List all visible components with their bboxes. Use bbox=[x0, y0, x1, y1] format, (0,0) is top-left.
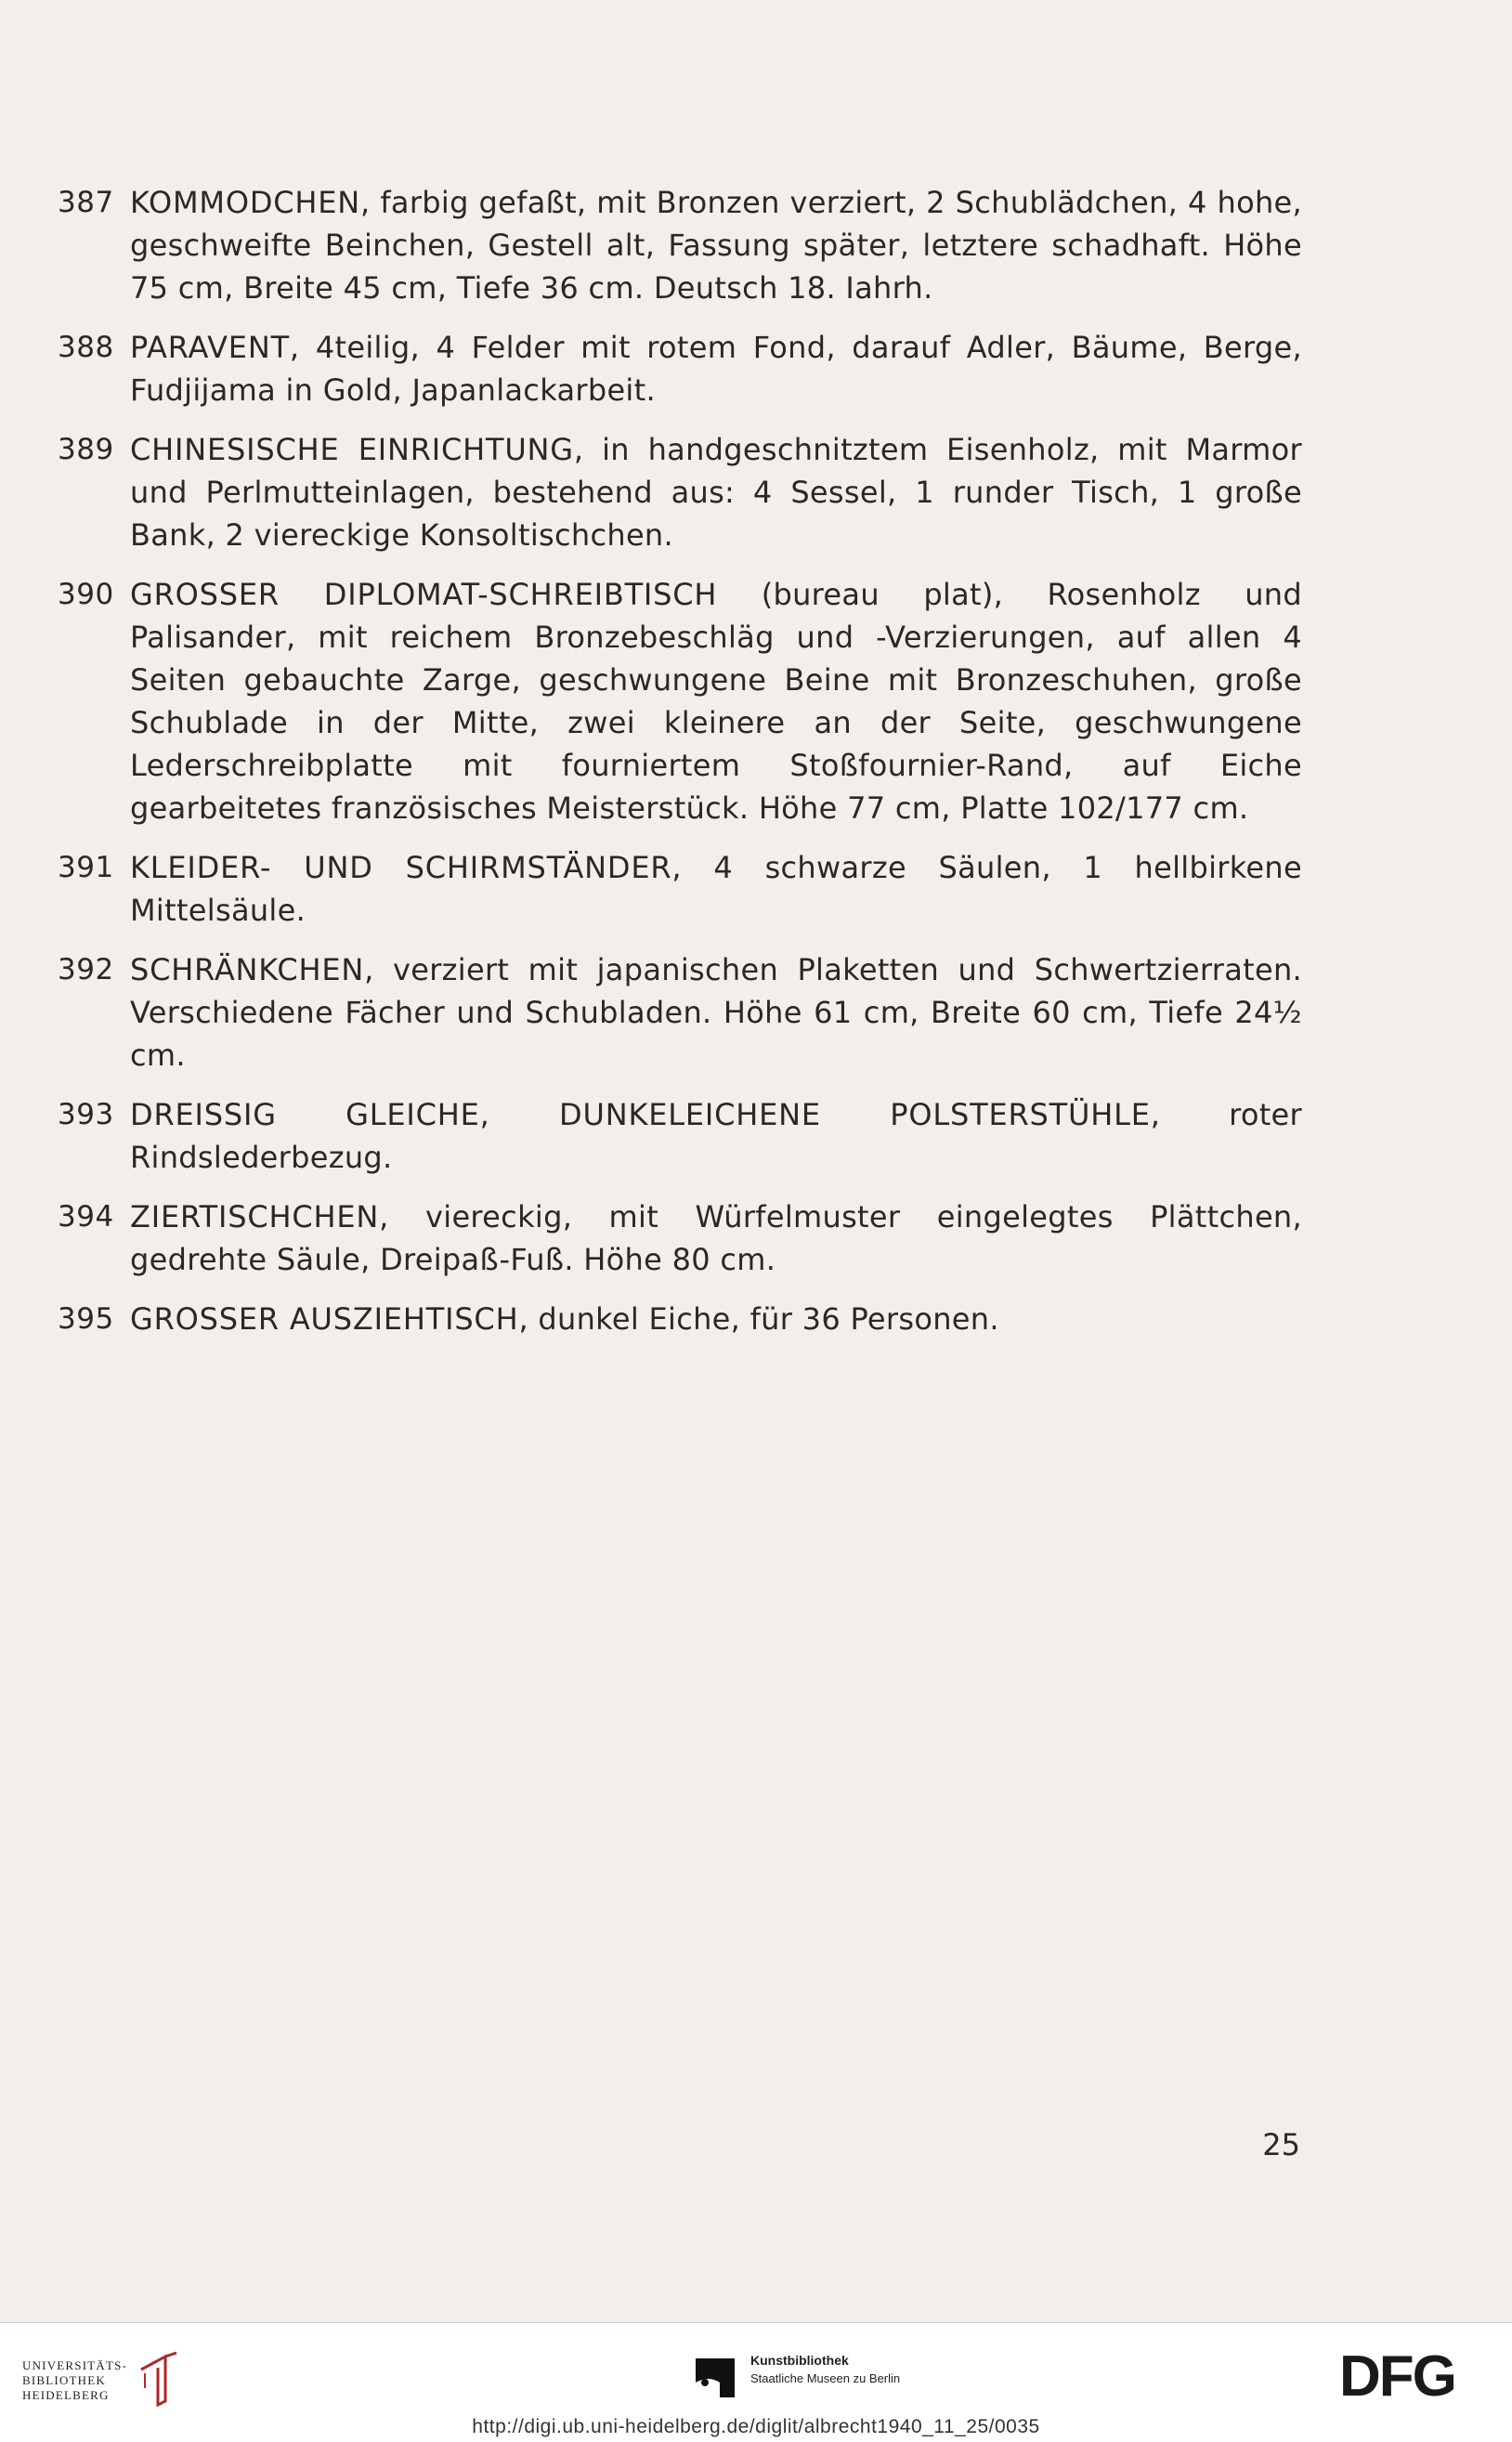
entry-number: 393 bbox=[58, 1098, 114, 1131]
entry-text bbox=[130, 326, 1302, 411]
entry-description: , verziert mit japanischen Plaketten und Schwertzierraten. Verschiedene Fächer und Schubladen. Höhe 61 cm, Breite 60 cm, Tiefe 24½ cm. bbox=[130, 952, 1302, 1073]
entry-number: 391 bbox=[58, 851, 114, 884]
entry-number: 389 bbox=[58, 433, 114, 466]
museum-name: Kunstbibliothek bbox=[750, 2353, 849, 2368]
entry-title: GROSSER DIPLOMAT-SCHREIBTISCH bbox=[130, 577, 718, 612]
kunstbibliothek-logo-icon[interactable] bbox=[692, 2355, 738, 2401]
entry-description: , viereckig, mit Würfelmuster eingelegtes Plättchen, gedrehte Säule, Dreipaß-Fuß. Höhe 80 cm. bbox=[130, 1199, 1302, 1277]
entry-title: ZIERTISCHCHEN bbox=[130, 1199, 380, 1234]
entry-number: 388 bbox=[58, 331, 114, 364]
heidelberg-logo-icon[interactable] bbox=[137, 2351, 180, 2407]
digitization-footer bbox=[0, 2322, 1512, 2442]
uni-line-3: HEIDELBERG bbox=[22, 2388, 110, 2402]
page-number: 25 bbox=[1262, 2127, 1300, 2162]
entry-text bbox=[130, 1195, 1302, 1281]
entry-number: 392 bbox=[58, 953, 114, 986]
catalog-entry bbox=[58, 846, 1302, 932]
entry-title: GROSSER AUSZIEHTISCH bbox=[130, 1301, 519, 1337]
entry-title: KLEIDER- UND SCHIRMSTÄNDER bbox=[130, 850, 672, 885]
uni-line-1: UNIVERSITÄTS- bbox=[22, 2358, 128, 2372]
entry-description: , 4 schwarze Säulen, 1 hellbirkene Mittelsäule. bbox=[130, 850, 1302, 928]
entry-text bbox=[130, 428, 1302, 556]
entry-description: , dunkel Eiche, für 36 Personen. bbox=[518, 1301, 999, 1337]
permalink-url[interactable]: http://digi.ub.uni-heidelberg.de/diglit/albrecht1940_11_25/0035 bbox=[472, 2416, 1040, 2437]
entry-title: PARAVENT bbox=[130, 330, 290, 365]
entry-title: CHINESISCHE EINRICHTUNG bbox=[130, 432, 574, 467]
uni-line-2: BIBLIOTHEK bbox=[22, 2373, 106, 2387]
entry-number: 387 bbox=[58, 186, 114, 219]
catalog-entry bbox=[58, 428, 1302, 556]
catalog-entry bbox=[58, 1298, 1302, 1340]
entry-number: 395 bbox=[58, 1302, 114, 1336]
entry-title: DREISSIG GLEICHE, DUNKELEICHENE POLSTERSTÜHLE bbox=[130, 1097, 1151, 1132]
entry-description: , farbig gefaßt, mit Bronzen verziert, 2 Schublädchen, 4 hohe, geschweifte Beinchen, Gestell alt, Fassung später, letztere schadhaft. Höhe 75 cm, Breite 45 cm, Tiefe 36 cm. Deutsch 18. Iahrh. bbox=[130, 185, 1302, 306]
entry-title: SCHRÄNKCHEN bbox=[130, 952, 365, 987]
university-library-label[interactable] bbox=[22, 2358, 127, 2403]
catalog-entry bbox=[58, 948, 1302, 1077]
entry-description: , 4teilig, 4 Felder mit rotem Fond, darauf Adler, Bäume, Berge, Fudjijama in Gold, Japanlackarbeit. bbox=[130, 330, 1302, 408]
catalog-entry bbox=[58, 326, 1302, 411]
catalog-entry bbox=[58, 1195, 1302, 1281]
entry-number: 394 bbox=[58, 1200, 114, 1234]
entry-text bbox=[130, 181, 1302, 309]
catalog-entry bbox=[58, 1093, 1302, 1179]
catalog-entry bbox=[58, 181, 1302, 309]
entry-number: 390 bbox=[58, 578, 114, 611]
catalog-entry bbox=[58, 573, 1302, 829]
entry-title: KOMMODCHEN bbox=[130, 185, 361, 220]
entry-description: , roter Rindslederbezug. bbox=[130, 1097, 1302, 1175]
museum-subtitle: Staatliche Museen zu Berlin bbox=[750, 2371, 901, 2385]
entry-text bbox=[130, 1298, 1302, 1340]
museum-label[interactable] bbox=[750, 2351, 900, 2388]
entry-description: (bureau plat), Rosenholz und Palisander, mit reichem Bronzebeschläg und -Verzierungen, auf allen 4 Seiten gebauchte Zarge, geschwungene Beine mit Bronzeschuhen, große Schublade in der Mitte, zwei kleinere an der Seite, geschwungene Lederschreibplatte mit fourniertem Stoßfournier-Rand, auf Eiche gearbeitetes französisches Meisterstück. Höhe 77 cm, Platte 102/177 cm. bbox=[130, 577, 1302, 826]
entry-text bbox=[130, 846, 1302, 932]
entry-list bbox=[58, 181, 1302, 1357]
entry-description: , in handgeschnitztem Eisenholz, mit Marmor und Perlmutteinlagen, bestehend aus: 4 Sessel, 1 runder Tisch, 1 große Bank, 2 viereckige Konsoltischchen. bbox=[130, 432, 1302, 553]
entry-text bbox=[130, 948, 1302, 1077]
dfg-logo[interactable]: DFG bbox=[1339, 2344, 1455, 2409]
entry-text bbox=[130, 573, 1302, 829]
entry-text bbox=[130, 1093, 1302, 1179]
